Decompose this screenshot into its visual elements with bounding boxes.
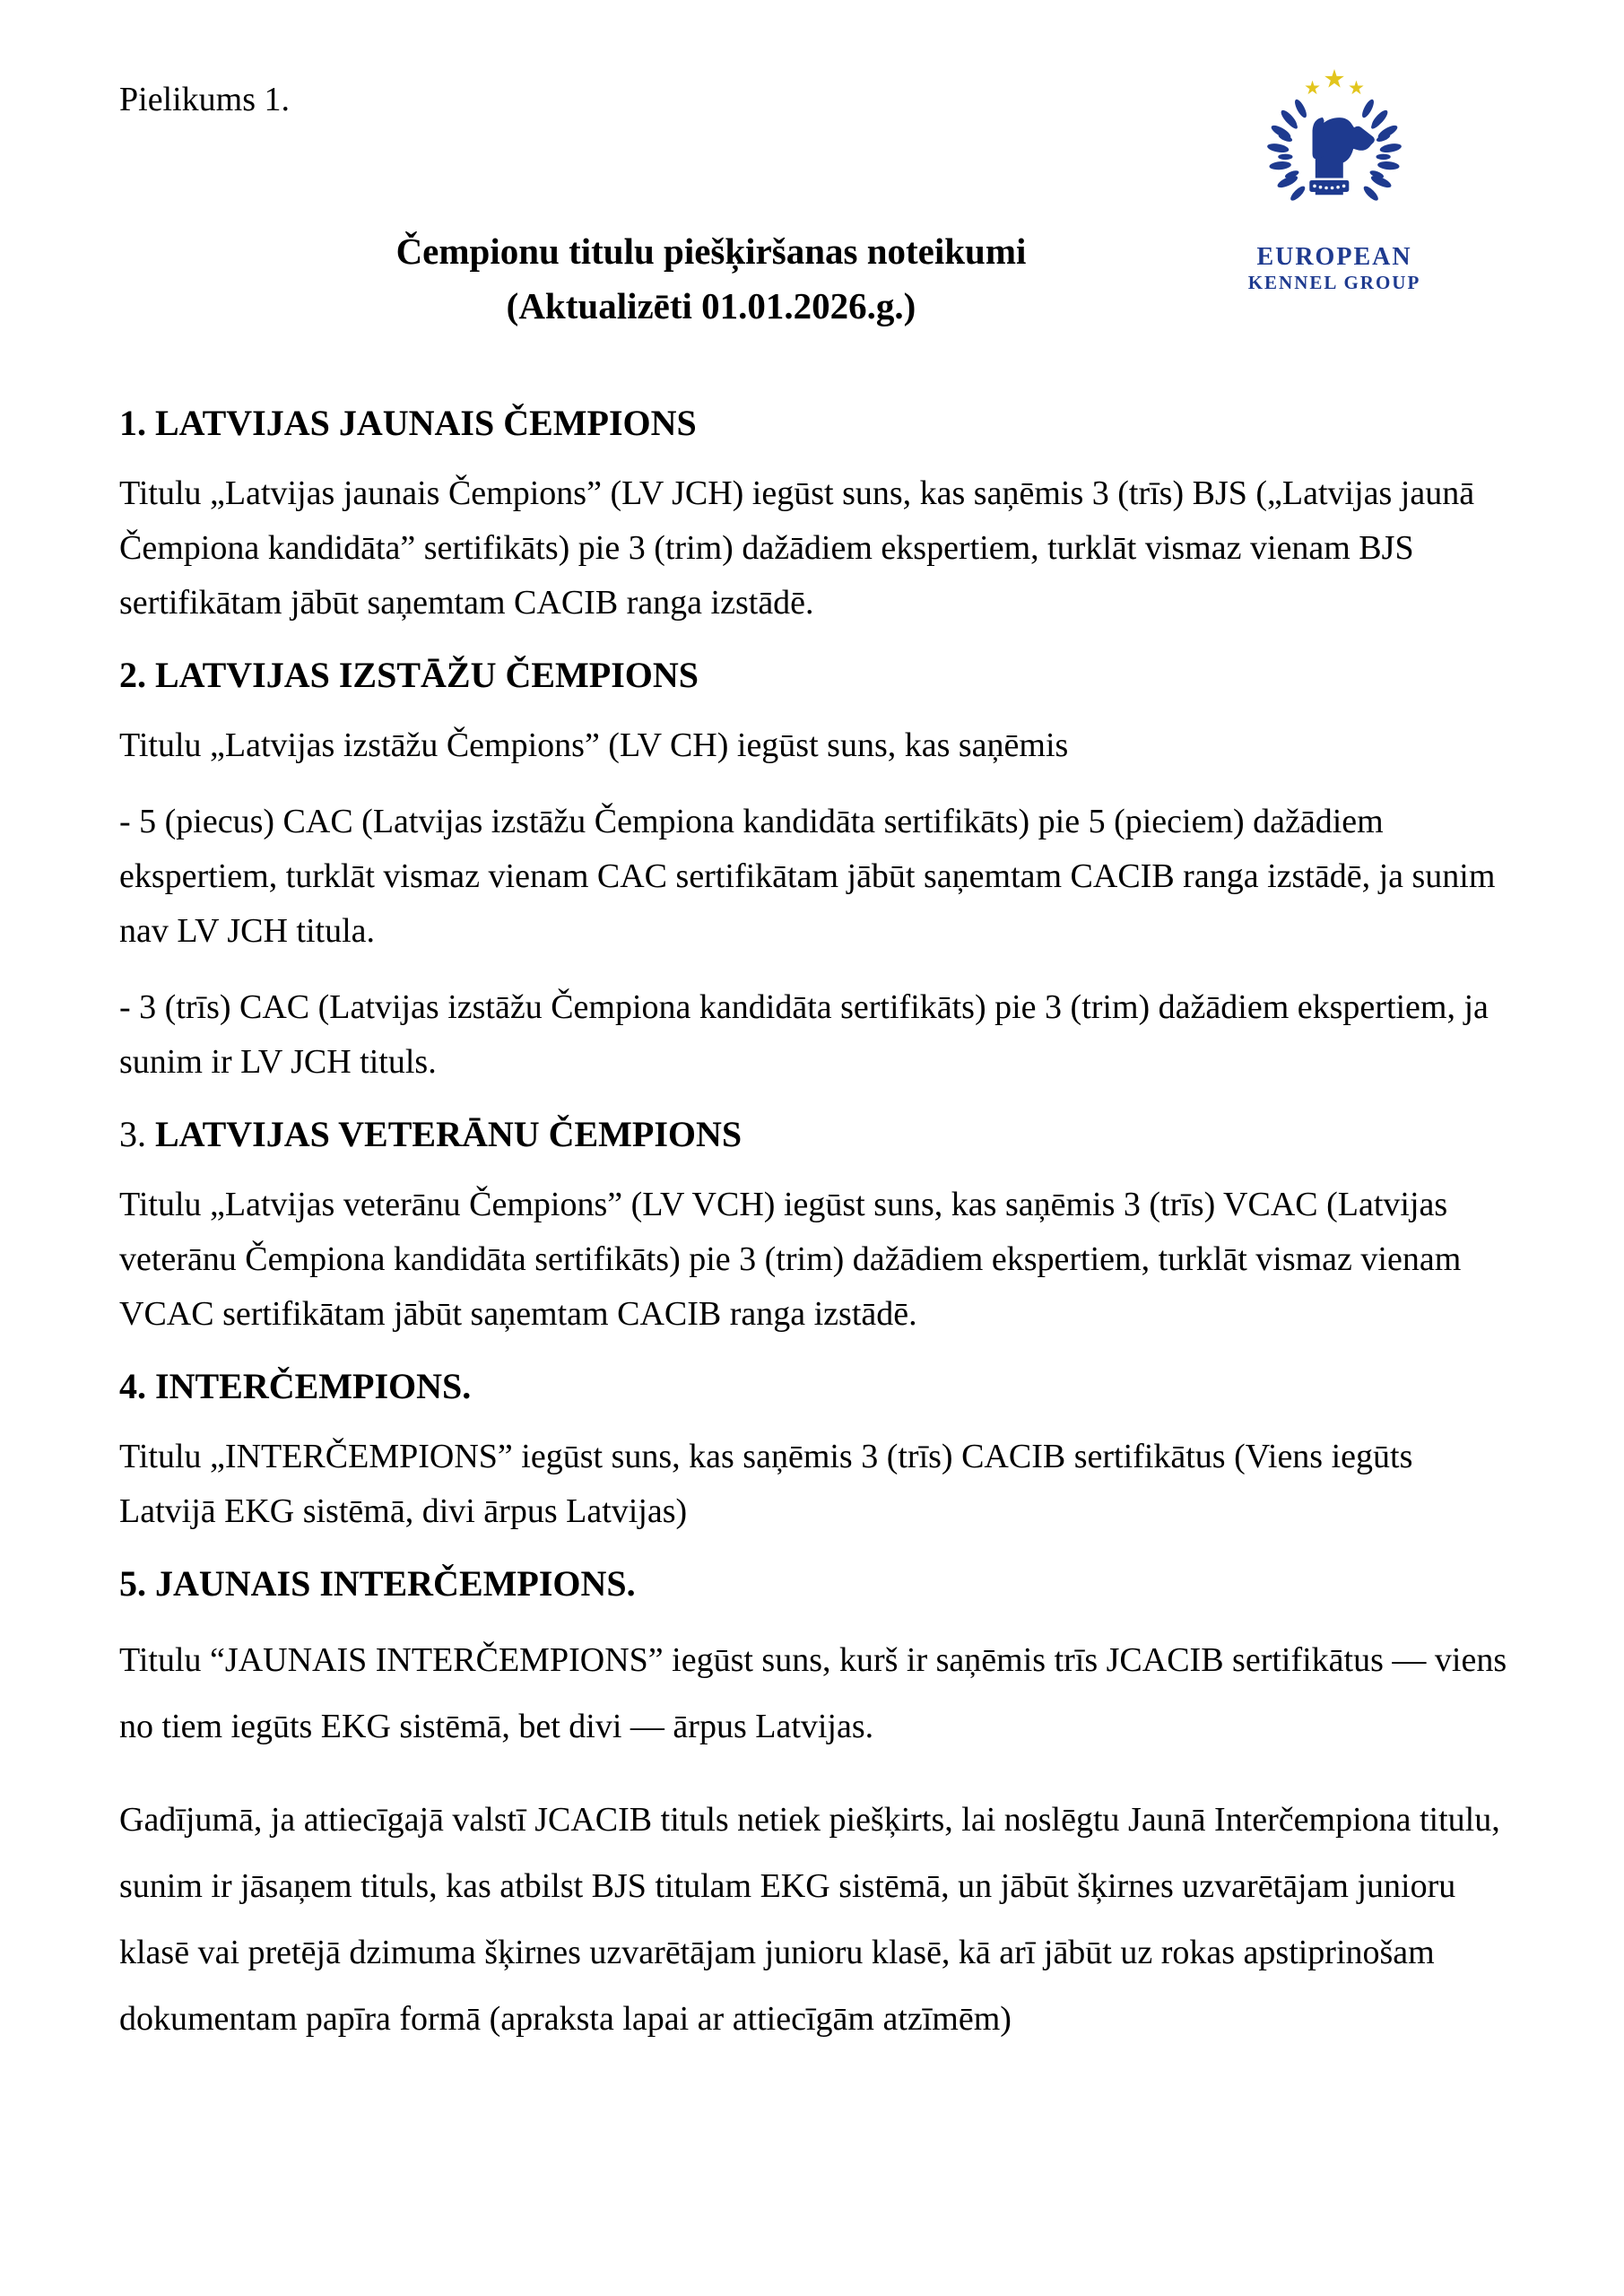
section-title: LATVIJAS VETERĀNU ČEMPIONS: [155, 1114, 743, 1154]
paragraph: Titulu „Latvijas jaunais Čempions” (LV JCH) iegūst suns, kas saņēmis 3 (trīs) BJS („Latvijas jaunā Čempiona kandidāta” sertifikāts) pie 3 (trim) dažādiem ekspertiem, turklāt vismaz vienam BJS sertifikātam jābūt saņemtam CACIB ranga izstādē.: [119, 474, 1475, 622]
section-number: 4.: [119, 1366, 146, 1406]
annex-label: Pielikums 1.: [119, 81, 291, 118]
section-4: [119, 1365, 1515, 1539]
section-number: 3.: [119, 1114, 146, 1154]
section-5: [119, 1562, 1515, 2052]
paragraph: - 5 (piecus) CAC (Latvijas izstāžu Čempiona kandidāta sertifikāts) pie 5 (pieciem) dažādiem ekspertiem, turklāt vismaz vienam CAC sertifikātam jābūt saņemtam CACIB ranga izstādē, ja sunim nav LV JCH titula.: [119, 803, 1496, 950]
document-title-block: [119, 224, 1303, 334]
section-heading: [119, 1562, 1515, 1605]
section-1: [119, 402, 1515, 631]
section-title: LATVIJAS JAUNAIS ČEMPIONS: [155, 403, 697, 443]
section-2: [119, 654, 1515, 1090]
dog-head-icon: [1309, 117, 1375, 195]
section-number: 1.: [119, 403, 146, 443]
section-number: 5.: [119, 1563, 146, 1604]
paragraph: Gadījumā, ja attiecīgajā valstī JCACIB tituls netiek piešķirts, lai noslēgtu Jaunā Interčempiona titulu, sunim ir jāsaņem tituls, kas atbilst BJS titulam EKG sistēmā, un jābūt šķirnes uzvarētājam junioru klasē vai pretējā dzimuma šķirnes uzvarētājam junioru klasē, kā arī jābūt uz rokas apstiprinošam dokumentam papīra formā (apraksta lapai ar attiecīgām atzīmēm): [119, 1801, 1500, 2038]
paragraph: - 3 (trīs) CAC (Latvijas izstāžu Čempiona kandidāta sertifikāts) pie 3 (trim) dažādiem ekspertiem, ja sunim ir LV JCH tituls.: [119, 988, 1489, 1081]
section-heading: [119, 402, 1515, 445]
paragraph: Titulu “JAUNAIS INTERČEMPIONS” iegūst suns, kurš ir saņēmis trīs JCACIB sertifikātus — viens no tiem iegūts EKG sistēmā, bet divi — ārpus Latvijas.: [119, 1641, 1507, 1745]
paragraph: Titulu „INTERČEMPIONS” iegūst suns, kas saņēmis 3 (trīs) CACIB sertifikātus (Viens iegūts Latvijā EKG sistēmā, divi ārpus Latvijas): [119, 1438, 1413, 1530]
section-title: LATVIJAS IZSTĀŽU ČEMPIONS: [155, 655, 699, 695]
logo-org-subtitle: KENNEL GROUP: [1247, 272, 1421, 293]
section-heading: [119, 1113, 1515, 1156]
section-3: [119, 1113, 1515, 1342]
document-body: [119, 402, 1515, 2079]
document-subtitle: (Aktualizēti 01.01.2026.g.): [506, 285, 916, 326]
section-heading: [119, 654, 1515, 697]
paragraph: Titulu „Latvijas izstāžu Čempions” (LV CH) iegūst suns, kas saņēmis: [119, 726, 1069, 764]
paragraph: Titulu „Latvijas veterānu Čempions” (LV VCH) iegūst suns, kas saņēmis 3 (trīs) VCAC (Latvijas veterānu Čempiona kandidāta sertifikāts) pie 3 (trim) dažādiem ekspertiem, turklāt vismaz vienam VCAC sertifikātam jābūt saņemtam CACIB ranga izstādē.: [119, 1186, 1462, 1333]
logo-emblem: [1239, 65, 1429, 244]
section-number: 2.: [119, 655, 146, 695]
logo-org-name: EUROPEAN: [1256, 243, 1412, 271]
document-title: Čempionu titulu piešķiršanas noteikumi: [395, 230, 1027, 272]
three-stars-icon: [1305, 69, 1363, 94]
section-heading: [119, 1365, 1515, 1408]
section-title: JAUNAIS INTERČEMPIONS.: [155, 1563, 636, 1604]
section-title: INTERČEMPIONS.: [155, 1366, 472, 1406]
